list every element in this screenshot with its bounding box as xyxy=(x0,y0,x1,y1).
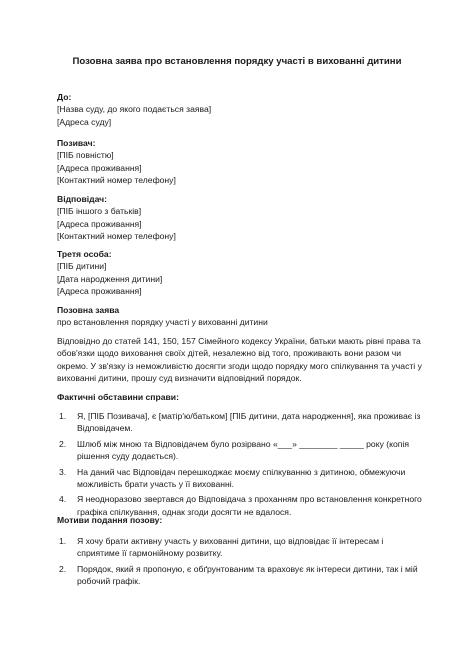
list-item-number: 2. xyxy=(59,563,67,574)
claim-section xyxy=(57,304,424,329)
list-item-number: 2. xyxy=(59,438,67,449)
recipient-court-address: [Адреса суду] xyxy=(57,116,112,127)
plaintiff-section xyxy=(57,137,424,187)
list-item-number: 4. xyxy=(59,494,67,505)
defendant-address: [Адреса проживання] xyxy=(57,218,142,229)
facts-section xyxy=(57,391,424,403)
list-item-text: Шлюб між мною та Відповідачем було розірвано «___» ________ _____ року (копія рішення суду додається). xyxy=(77,438,409,462)
third-party-heading: Третя особа: xyxy=(57,249,112,259)
list-item-text: Я хочу брати активну участь у вихованні дитини, що відповідає її інтересам і сприятиме її гармонійному розвитку. xyxy=(77,536,384,559)
third-party-section xyxy=(57,248,424,298)
document-title: Позовна заява про встановлення порядку участі в вихованні дитини xyxy=(72,56,402,67)
recipient-heading: До: xyxy=(57,92,72,102)
list-item xyxy=(57,438,424,463)
motives-list xyxy=(57,535,424,588)
claim-paragraph-block xyxy=(57,335,424,385)
motives-list-block xyxy=(57,535,424,591)
list-item-text: Я, [ПІБ Позивача], є [матір'ю/батьком] [ПІБ дитини, дата народження], яка проживає із Відповідачем. xyxy=(77,411,421,434)
list-item xyxy=(57,535,424,560)
list-item-text: Порядок, який я пропоную, є обґрунтованим та враховує як інтереси дитини, так і мій робочий графік. xyxy=(77,563,418,587)
list-item xyxy=(57,466,424,491)
recipient-court-name: [Назва суду, до якого подається заява] xyxy=(57,104,212,115)
list-item-number: 1. xyxy=(59,536,67,546)
plaintiff-name: [ПІБ повністю] xyxy=(57,150,114,161)
claim-subheading: про встановлення порядку участі у вихованні дитини xyxy=(57,317,268,328)
claim-paragraph: Відповідно до статей 141, 150, 157 Сімейного кодексу України, батьки мають рівні права та обов'язки щодо виховання своїх дітей, незалежно від того, проживають вони разом чи окремо. У зв'язку із неможливістю досягти згоди щодо порядку мого спілкування та участі у вихованні дитини, прошу суд визначити відповідний порядок. xyxy=(57,336,422,384)
facts-heading: Фактичні обставини справи: xyxy=(57,392,179,402)
list-item-number: 1. xyxy=(59,411,67,421)
list-item-number: 3. xyxy=(59,466,67,477)
defendant-phone: [Контактний номер телефону] xyxy=(57,231,176,242)
defendant-heading: Відповідач: xyxy=(57,194,108,204)
recipient-section xyxy=(57,91,424,128)
child-birthdate: [Дата народження дитини] xyxy=(57,273,163,284)
list-item xyxy=(57,410,424,435)
defendant-name: [ПІБ іншого з батьків] xyxy=(57,206,142,217)
facts-list-block xyxy=(57,410,424,521)
plaintiff-phone: [Контактний номер телефону] xyxy=(57,175,176,186)
motives-heading: Мотиви подання позову: xyxy=(57,515,163,525)
plaintiff-address: [Адреса проживання] xyxy=(57,162,142,173)
list-item-text: Я неодноразово звертався до Відповідача з проханням про встановлення конкретного графіка спілкування, однак згоди досягти не вдалося. xyxy=(77,494,422,517)
facts-list xyxy=(57,410,424,518)
plaintiff-heading: Позивач: xyxy=(57,138,96,148)
child-address: [Адреса проживання] xyxy=(57,286,142,297)
motives-section xyxy=(57,514,424,526)
claim-heading: Позовна заява xyxy=(57,305,120,315)
defendant-section xyxy=(57,193,424,243)
list-item xyxy=(57,563,424,588)
list-item-text: На даний час Відповідач перешкоджає моєму спілкуванню з дитиною, обмежуючи можливість брати участь у її вихованні. xyxy=(77,466,406,490)
child-name: [ПІБ дитини] xyxy=(57,261,107,272)
